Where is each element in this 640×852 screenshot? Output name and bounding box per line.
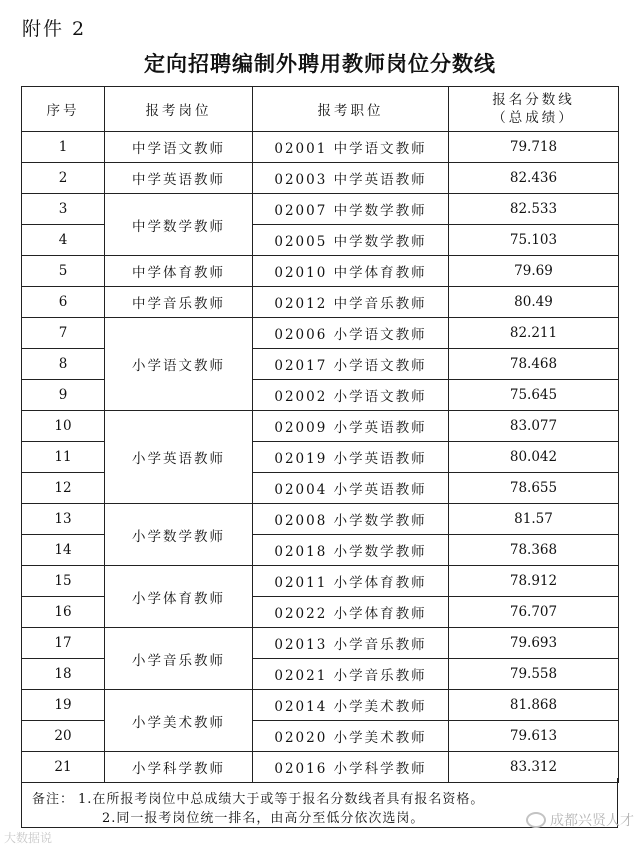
row-post: 中学数学教师 (105, 194, 253, 256)
row-position: 02019 小学英语教师 (253, 442, 449, 473)
row-position: 02010 中学体育教师 (253, 256, 449, 287)
row-score: 82.436 (449, 163, 619, 194)
row-index: 1 (22, 132, 105, 163)
row-position: 02008 小学数学教师 (253, 504, 449, 535)
row-score: 80.042 (449, 442, 619, 473)
row-post: 中学英语教师 (105, 163, 253, 194)
row-score: 78.912 (449, 566, 619, 597)
row-score: 83.077 (449, 411, 619, 442)
row-position: 02012 中学音乐教师 (253, 287, 449, 318)
attachment-label: 附件 2 (22, 18, 87, 40)
row-post: 小学体育教师 (105, 566, 253, 628)
row-index: 18 (22, 659, 105, 690)
row-position: 02006 小学语文教师 (253, 318, 449, 349)
header-score-line1: 报名分数线 (492, 92, 575, 108)
row-score: 78.368 (449, 535, 619, 566)
table-row (22, 566, 619, 597)
table-row (22, 628, 619, 659)
row-score: 78.655 (449, 473, 619, 504)
header-index: 序号 (22, 87, 105, 132)
row-score: 78.468 (449, 349, 619, 380)
row-score: 75.103 (449, 225, 619, 256)
row-index: 16 (22, 597, 105, 628)
row-score: 82.533 (449, 194, 619, 225)
row-position: 02016 小学科学教师 (253, 752, 449, 783)
row-score: 83.312 (449, 752, 619, 783)
watermark-left-text: 大数据说 (4, 831, 53, 845)
note-1: 1.在所报考岗位中总成绩大于或等于报名分数线者具有报名资格。 (78, 792, 485, 807)
table-header-row (22, 87, 619, 132)
score-table (21, 86, 619, 783)
header-position: 报考职位 (253, 87, 449, 132)
row-score: 79.693 (449, 628, 619, 659)
row-index: 8 (22, 349, 105, 380)
table-row (22, 132, 619, 163)
row-index: 2 (22, 163, 105, 194)
row-score: 75.645 (449, 380, 619, 411)
row-index: 14 (22, 535, 105, 566)
watermark-right-text: 成都兴贤人才 (550, 813, 634, 829)
row-score: 79.558 (449, 659, 619, 690)
note-2: 2.同一报考岗位统一排名，由高分至低分依次选岗。 (102, 811, 425, 826)
row-index: 5 (22, 256, 105, 287)
page-title: 定向招聘编制外聘用教师岗位分数线 (144, 51, 496, 76)
header-score-line2: （总成绩） (492, 110, 575, 126)
row-position: 02002 小学语文教师 (253, 380, 449, 411)
row-position: 02013 小学音乐教师 (253, 628, 449, 659)
row-score: 79.718 (449, 132, 619, 163)
row-position: 02001 中学语文教师 (253, 132, 449, 163)
notes-label: 备注： (32, 792, 75, 807)
table-row (22, 256, 619, 287)
row-index: 6 (22, 287, 105, 318)
row-position: 02020 小学美术教师 (253, 721, 449, 752)
row-post: 中学语文教师 (105, 132, 253, 163)
row-index: 10 (22, 411, 105, 442)
row-post: 小学科学教师 (105, 752, 253, 783)
row-position: 02003 中学英语教师 (253, 163, 449, 194)
row-index: 12 (22, 473, 105, 504)
watermark-right (526, 810, 634, 830)
row-position: 02021 小学音乐教师 (253, 659, 449, 690)
table-row (22, 318, 619, 349)
row-score: 80.49 (449, 287, 619, 318)
row-index: 4 (22, 225, 105, 256)
row-score: 79.69 (449, 256, 619, 287)
row-index: 19 (22, 690, 105, 721)
row-position: 02007 中学数学教师 (253, 194, 449, 225)
row-index: 9 (22, 380, 105, 411)
row-position: 02014 小学美术教师 (253, 690, 449, 721)
table-row (22, 504, 619, 535)
watermark-left (4, 829, 52, 846)
row-position: 02009 小学英语教师 (253, 411, 449, 442)
row-post: 小学美术教师 (105, 690, 253, 752)
row-post: 中学音乐教师 (105, 287, 253, 318)
row-post: 小学音乐教师 (105, 628, 253, 690)
table-row (22, 690, 619, 721)
row-index: 13 (22, 504, 105, 535)
header-post: 报考岗位 (105, 87, 253, 132)
row-position: 02005 中学数学教师 (253, 225, 449, 256)
row-position: 02011 小学体育教师 (253, 566, 449, 597)
header-score (449, 87, 619, 132)
row-score: 81.868 (449, 690, 619, 721)
row-index: 17 (22, 628, 105, 659)
row-index: 3 (22, 194, 105, 225)
row-index: 11 (22, 442, 105, 473)
row-post: 小学数学教师 (105, 504, 253, 566)
table-row (22, 163, 619, 194)
row-post: 小学语文教师 (105, 318, 253, 411)
row-post: 中学体育教师 (105, 256, 253, 287)
table-row (22, 411, 619, 442)
row-position: 02004 小学英语教师 (253, 473, 449, 504)
row-index: 15 (22, 566, 105, 597)
row-index: 20 (22, 721, 105, 752)
table-row (22, 287, 619, 318)
row-position: 02017 小学语文教师 (253, 349, 449, 380)
row-score: 81.57 (449, 504, 619, 535)
table-row (22, 194, 619, 225)
row-position: 02018 小学数学教师 (253, 535, 449, 566)
row-index: 7 (22, 318, 105, 349)
row-score: 76.707 (449, 597, 619, 628)
row-position: 02022 小学体育教师 (253, 597, 449, 628)
row-post: 小学英语教师 (105, 411, 253, 504)
row-score: 82.211 (449, 318, 619, 349)
row-index: 21 (22, 752, 105, 783)
wechat-icon (526, 812, 546, 828)
row-score: 79.613 (449, 721, 619, 752)
